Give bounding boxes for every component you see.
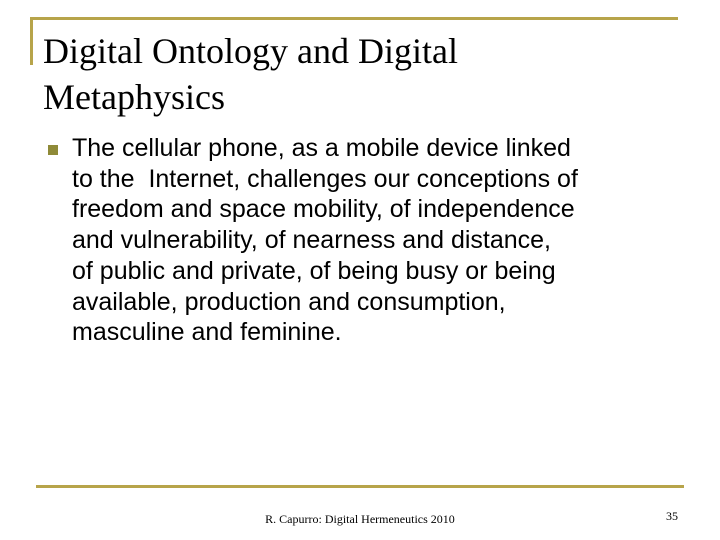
bullet-line-5: of public and private, of being busy or being	[72, 256, 556, 285]
bullet-paragraph	[72, 133, 712, 348]
square-bullet-icon	[48, 145, 58, 155]
bullet-line-1: The cellular phone, as a mobile device linked	[72, 134, 571, 162]
slide-title	[43, 28, 683, 120]
bullet-line-7: masculine and feminine.	[72, 318, 342, 347]
slide-title-line-2: Metaphysics	[43, 77, 225, 117]
bullet-line-6: available, production and consumption,	[72, 287, 506, 316]
bullet-line-2: to the Internet, challenges our conceptions of	[72, 164, 578, 193]
slide-title-line-1: Digital Ontology and Digital	[43, 31, 458, 71]
bullet-line-3: freedom and space mobility, of independence	[72, 195, 575, 224]
frame-top-rule	[30, 17, 678, 20]
footer-credit: R. Capurro: Digital Hermeneutics 2010	[265, 512, 455, 526]
bullet-line-4: and vulnerability, of nearness and distance,	[72, 226, 552, 255]
frame-left-rule	[30, 17, 33, 65]
frame-bottom-rule	[36, 485, 684, 488]
page-number: 35	[666, 509, 678, 523]
